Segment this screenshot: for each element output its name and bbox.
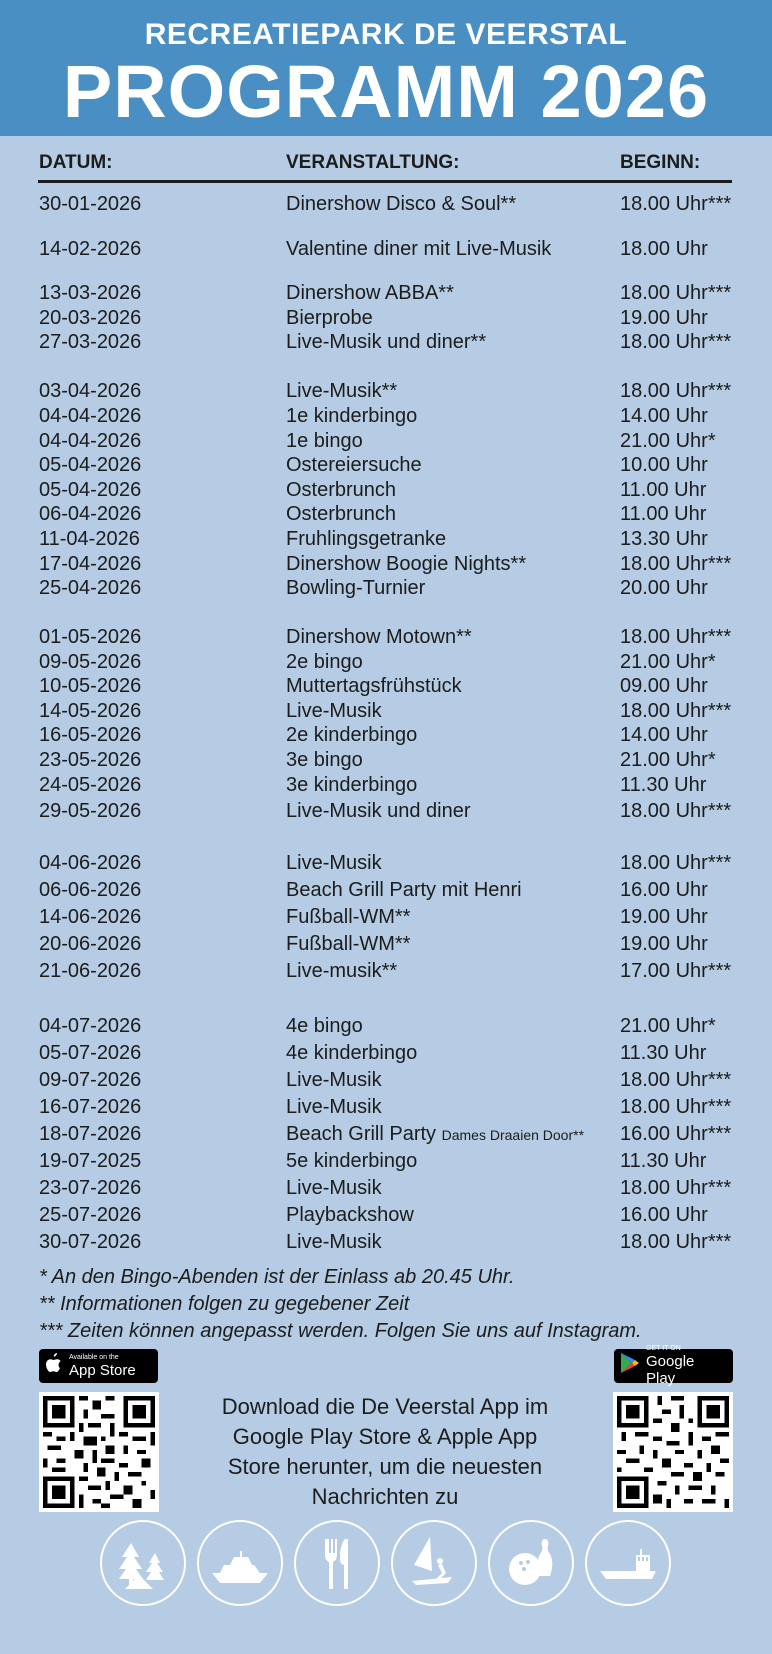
row-event: Live-musik** — [286, 960, 398, 982]
row-date: 09-07-2026 — [39, 1069, 142, 1091]
row-event: Live-Musik — [286, 1069, 382, 1091]
google-play-label: Google Play — [646, 1353, 695, 1387]
row-time: 21.00 Uhr* — [620, 1015, 716, 1037]
row-event: 1e kinderbingo — [286, 405, 418, 427]
google-play-badge[interactable] — [614, 1345, 733, 1387]
row-event: 1e bingo — [286, 430, 363, 452]
row-time: 21.00 Uhr* — [620, 749, 716, 771]
row-time: 19.00 Uhr — [620, 933, 708, 955]
row-time: 18.00 Uhr*** — [620, 1177, 732, 1199]
row-event: 3e bingo — [286, 749, 363, 771]
row-date: 01-05-2026 — [39, 626, 142, 648]
row-event: Live-Musik — [286, 1177, 382, 1199]
row-date: 30-07-2026 — [39, 1231, 142, 1253]
row-date: 20-06-2026 — [39, 933, 142, 955]
play-icon — [620, 1352, 640, 1380]
header — [0, 0, 772, 136]
activity-icons — [0, 1520, 772, 1608]
row-event: Live-Musik — [286, 852, 382, 874]
row-event: Fußball-WM** — [286, 906, 411, 928]
row-time: 19.00 Uhr — [620, 307, 708, 329]
boat-icon — [197, 1520, 283, 1606]
row-event: 3e kinderbingo — [286, 774, 418, 796]
row-time: 18.00 Uhr*** — [620, 1096, 732, 1118]
row-event: Osterbrunch — [286, 479, 397, 501]
row-time: 18.00 Uhr*** — [620, 380, 732, 402]
row-date: 06-06-2026 — [39, 879, 142, 901]
row-event: 2e bingo — [286, 651, 363, 673]
row-date: 30-01-2026 — [39, 193, 142, 215]
app-store-label: App Store — [69, 1361, 136, 1379]
row-date: 14-05-2026 — [39, 700, 142, 722]
row-time: 16.00 Uhr*** — [620, 1123, 732, 1145]
row-time: 17.00 Uhr*** — [620, 960, 732, 982]
row-date: 21-06-2026 — [39, 960, 142, 982]
row-time: 10.00 Uhr — [620, 454, 708, 476]
row-time: 18.00 Uhr*** — [620, 331, 732, 353]
row-time: 18.00 Uhr*** — [620, 852, 732, 874]
row-date: 18-07-2026 — [39, 1123, 142, 1145]
row-time: 21.00 Uhr* — [620, 430, 716, 452]
row-date: 13-03-2026 — [39, 282, 142, 304]
row-time: 11.00 Uhr — [620, 479, 707, 501]
row-date: 16-07-2026 — [39, 1096, 142, 1118]
google-play-caption: GET IT ON — [646, 1345, 681, 1352]
row-event: Bowling-Turnier — [286, 577, 426, 599]
row-date: 05-04-2026 — [39, 479, 142, 501]
footnote-2: ** Informationen folgen zu gegebener Zeit — [39, 1293, 410, 1315]
row-time: 21.00 Uhr* — [620, 651, 716, 673]
row-event: Live-Musik — [286, 1096, 382, 1118]
row-date: 05-04-2026 — [39, 454, 142, 476]
row-date: 24-05-2026 — [39, 774, 142, 796]
row-time: 18.00 Uhr*** — [620, 1231, 732, 1253]
row-event: Fruhlingsgetranke — [286, 528, 447, 550]
row-time: 11.30 Uhr — [620, 1042, 707, 1064]
row-event: Dinershow Boogie Nights** — [286, 553, 527, 575]
row-date: 04-06-2026 — [39, 852, 142, 874]
app-store-qr-code[interactable] — [39, 1392, 159, 1512]
row-event: Dinershow Disco & Soul** — [286, 193, 517, 215]
row-date: 19-07-2025 — [39, 1150, 142, 1172]
footnote-1: * An den Bingo-Abenden ist der Einlass ab 20.45 Uhr. — [39, 1266, 515, 1288]
camping-icon — [100, 1520, 186, 1606]
footnotes — [39, 1264, 642, 1345]
app-store-badge[interactable] — [39, 1349, 158, 1383]
page-title: PROGRAMM 2026 — [62, 50, 710, 133]
row-time: 18.00 Uhr*** — [620, 193, 732, 215]
row-time: 16.00 Uhr — [620, 1204, 708, 1226]
row-event: Playbackshow — [286, 1204, 414, 1226]
row-event: 5e kinderbingo — [286, 1150, 418, 1172]
header-divider — [38, 180, 732, 183]
row-event: Fußball-WM** — [286, 933, 411, 955]
row-event: Bierprobe — [286, 307, 373, 329]
row-date: 11-04-2026 — [39, 528, 140, 550]
row-event-note: Dames Draaien Door** — [441, 1127, 585, 1143]
row-event: Valentine diner mit Live-Musik — [286, 238, 552, 260]
row-time: 18.00 Uhr*** — [620, 1069, 732, 1091]
row-date: 03-04-2026 — [39, 380, 142, 402]
row-time: 18.00 Uhr*** — [620, 700, 732, 722]
row-date: 25-07-2026 — [39, 1204, 142, 1226]
ferry-icon — [585, 1520, 671, 1606]
row-date: 14-06-2026 — [39, 906, 142, 928]
row-date: 06-04-2026 — [39, 503, 142, 525]
row-event: 2e kinderbingo — [286, 724, 418, 746]
row-date: 23-07-2026 — [39, 1177, 142, 1199]
row-time: 18.00 Uhr*** — [620, 282, 732, 304]
row-time: 11.30 Uhr — [620, 774, 707, 796]
row-event: Beach Grill Party mit Henri — [286, 879, 522, 901]
row-time: 11.00 Uhr — [620, 503, 707, 525]
cutlery-icon — [294, 1520, 380, 1606]
row-event: Live-Musik und diner — [286, 800, 471, 822]
row-event: Muttertagsfrühstück — [286, 675, 462, 697]
row-date: 04-04-2026 — [39, 405, 142, 427]
row-time: 19.00 Uhr — [620, 906, 708, 928]
windsurf-icon — [391, 1520, 477, 1606]
row-date: 17-04-2026 — [39, 553, 142, 575]
row-date: 29-05-2026 — [39, 800, 142, 822]
row-time: 13.30 Uhr — [620, 528, 708, 550]
row-time: 18.00 Uhr*** — [620, 626, 732, 648]
column-header-event: VERANSTALTUNG: — [286, 152, 460, 173]
row-date: 27-03-2026 — [39, 331, 142, 353]
row-date: 04-04-2026 — [39, 430, 142, 452]
row-time: 18.00 Uhr — [620, 238, 708, 260]
row-time: 14.00 Uhr — [620, 724, 708, 746]
row-event: Live-Musik** — [286, 380, 398, 402]
row-event: Osterbrunch — [286, 503, 397, 525]
row-date: 20-03-2026 — [39, 307, 142, 329]
row-date: 09-05-2026 — [39, 651, 142, 673]
row-event: 4e kinderbingo — [286, 1042, 418, 1064]
row-time: 11.30 Uhr — [620, 1150, 707, 1172]
row-date: 25-04-2026 — [39, 577, 142, 599]
app-store-caption: Available on the — [69, 1353, 119, 1361]
row-time: 18.00 Uhr*** — [620, 800, 732, 822]
row-event-main: Beach Grill Party — [286, 1123, 437, 1145]
row-date: 05-07-2026 — [39, 1042, 142, 1064]
download-message: Download die De Veerstal App im Google Play Store & Apple App Store herunter, um die neuesten Nachrichten zu — [221, 1394, 549, 1509]
row-event: Dinershow ABBA** — [286, 282, 454, 304]
row-event: Live-Musik — [286, 1231, 382, 1253]
footnote-3: *** Zeiten können angepasst werden. Folgen Sie uns auf Instagram. — [39, 1320, 642, 1342]
row-event: Ostereiersuche — [286, 454, 422, 476]
row-time: 14.00 Uhr — [620, 405, 708, 427]
row-date: 04-07-2026 — [39, 1015, 142, 1037]
google-play-qr-code[interactable] — [613, 1392, 733, 1512]
row-time: 20.00 Uhr — [620, 577, 708, 599]
row-time: 16.00 Uhr — [620, 879, 708, 901]
bowling-icon — [488, 1520, 574, 1606]
row-date: 16-05-2026 — [39, 724, 142, 746]
park-name: RECREATIEPARK DE VEERSTAL — [144, 18, 628, 51]
row-event: Dinershow Motown** — [286, 626, 472, 648]
row-time: 09.00 Uhr — [620, 675, 708, 697]
row-event — [286, 1122, 584, 1147]
column-header-start: BEGINN: — [620, 152, 701, 173]
row-event: 4e bingo — [286, 1015, 363, 1037]
row-event: Live-Musik — [286, 700, 382, 722]
column-header-date: DATUM: — [39, 152, 113, 173]
row-date: 10-05-2026 — [39, 675, 142, 697]
row-time: 18.00 Uhr*** — [620, 553, 732, 575]
apple-icon — [45, 1352, 63, 1380]
row-date: 14-02-2026 — [39, 238, 142, 260]
row-date: 23-05-2026 — [39, 749, 142, 771]
row-event: Live-Musik und diner** — [286, 331, 487, 353]
